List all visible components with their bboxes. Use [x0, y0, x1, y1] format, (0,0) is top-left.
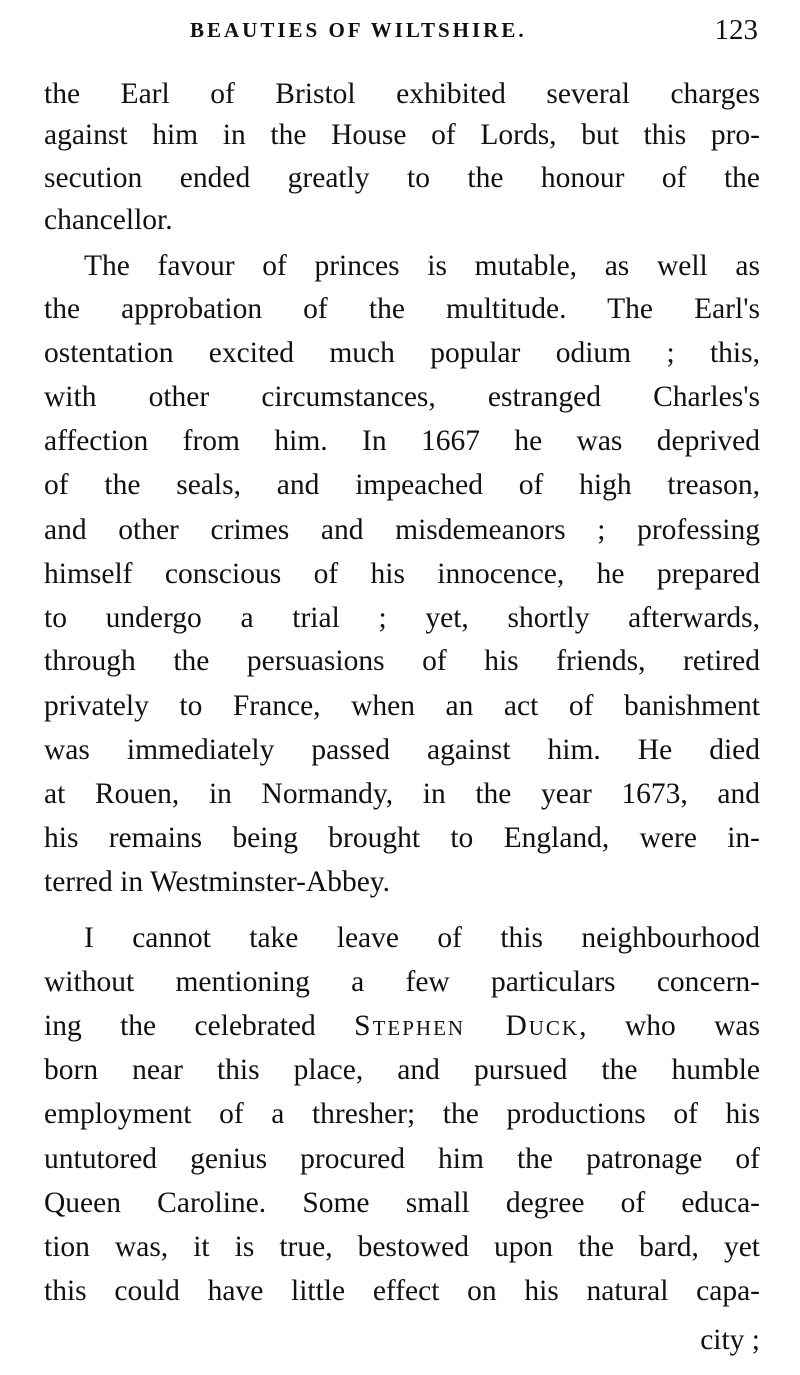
- text-line: at Rouen, in Normandy, in the year 1673, and: [44, 778, 760, 810]
- text-line: the Earl of Bristol exhibited several charges: [44, 78, 760, 110]
- text-line: the approbation of the multitude. The Earl's: [44, 293, 760, 325]
- text-line: with other circumstances, estranged Charles's: [44, 381, 760, 413]
- text-line: his remains being brought to England, were in-: [44, 822, 760, 854]
- text-line: against him in the House of Lords, but this pro-: [44, 119, 760, 151]
- text-line: and other crimes and misdemeanors ; professing: [44, 514, 760, 546]
- paragraph-start-line: I cannot take leave of this neighbourhood: [84, 922, 760, 954]
- text-line: employment of a thresher; the productions of his: [44, 1098, 760, 1130]
- text-line: terred in Westminster-Abbey.: [44, 866, 391, 898]
- proper-name: Stephen Duck: [354, 1010, 580, 1042]
- text-line: through the persuasions of his friends, retired: [44, 645, 760, 677]
- text-line: secution ended greatly to the honour of the: [44, 162, 760, 194]
- text-fragment: , who was: [579, 1010, 760, 1042]
- text-line: to undergo a trial ; yet, shortly afterwards,: [44, 602, 760, 634]
- text-line: of the seals, and impeached of high treason,: [44, 469, 760, 501]
- text-line: tion was, it is true, bestowed upon the bard, yet: [44, 1231, 760, 1263]
- text-line: this could have little effect on his natural capa-: [44, 1275, 760, 1307]
- text-line: untutored genius procured him the patronage of: [44, 1143, 760, 1175]
- catchword: city ;: [700, 1324, 760, 1356]
- page-number: 123: [714, 14, 758, 46]
- text-line: without mentioning a few particulars concern-: [44, 966, 760, 998]
- text-line: Queen Caroline. Some small degree of educa-: [44, 1187, 760, 1219]
- text-fragment: ing the celebrated: [44, 1010, 355, 1042]
- text-line: chancellor.: [44, 204, 173, 236]
- text-line: was immediately passed against him. He died: [44, 734, 760, 766]
- text-line: [44, 1006, 760, 1046]
- text-line: born near this place, and pursued the humble: [44, 1054, 760, 1086]
- running-head: [0, 14, 800, 50]
- text-line: ostentation excited much popular odium ; this,: [44, 337, 760, 369]
- text-line: privately to France, when an act of banishment: [44, 690, 760, 722]
- paragraph-start-line: The favour of princes is mutable, as well as: [84, 250, 760, 282]
- text-line: himself conscious of his innocence, he prepared: [44, 558, 760, 590]
- running-title: BEAUTIES OF WILTSHIRE.: [190, 18, 527, 42]
- text-line: affection from him. In 1667 he was deprived: [44, 425, 760, 457]
